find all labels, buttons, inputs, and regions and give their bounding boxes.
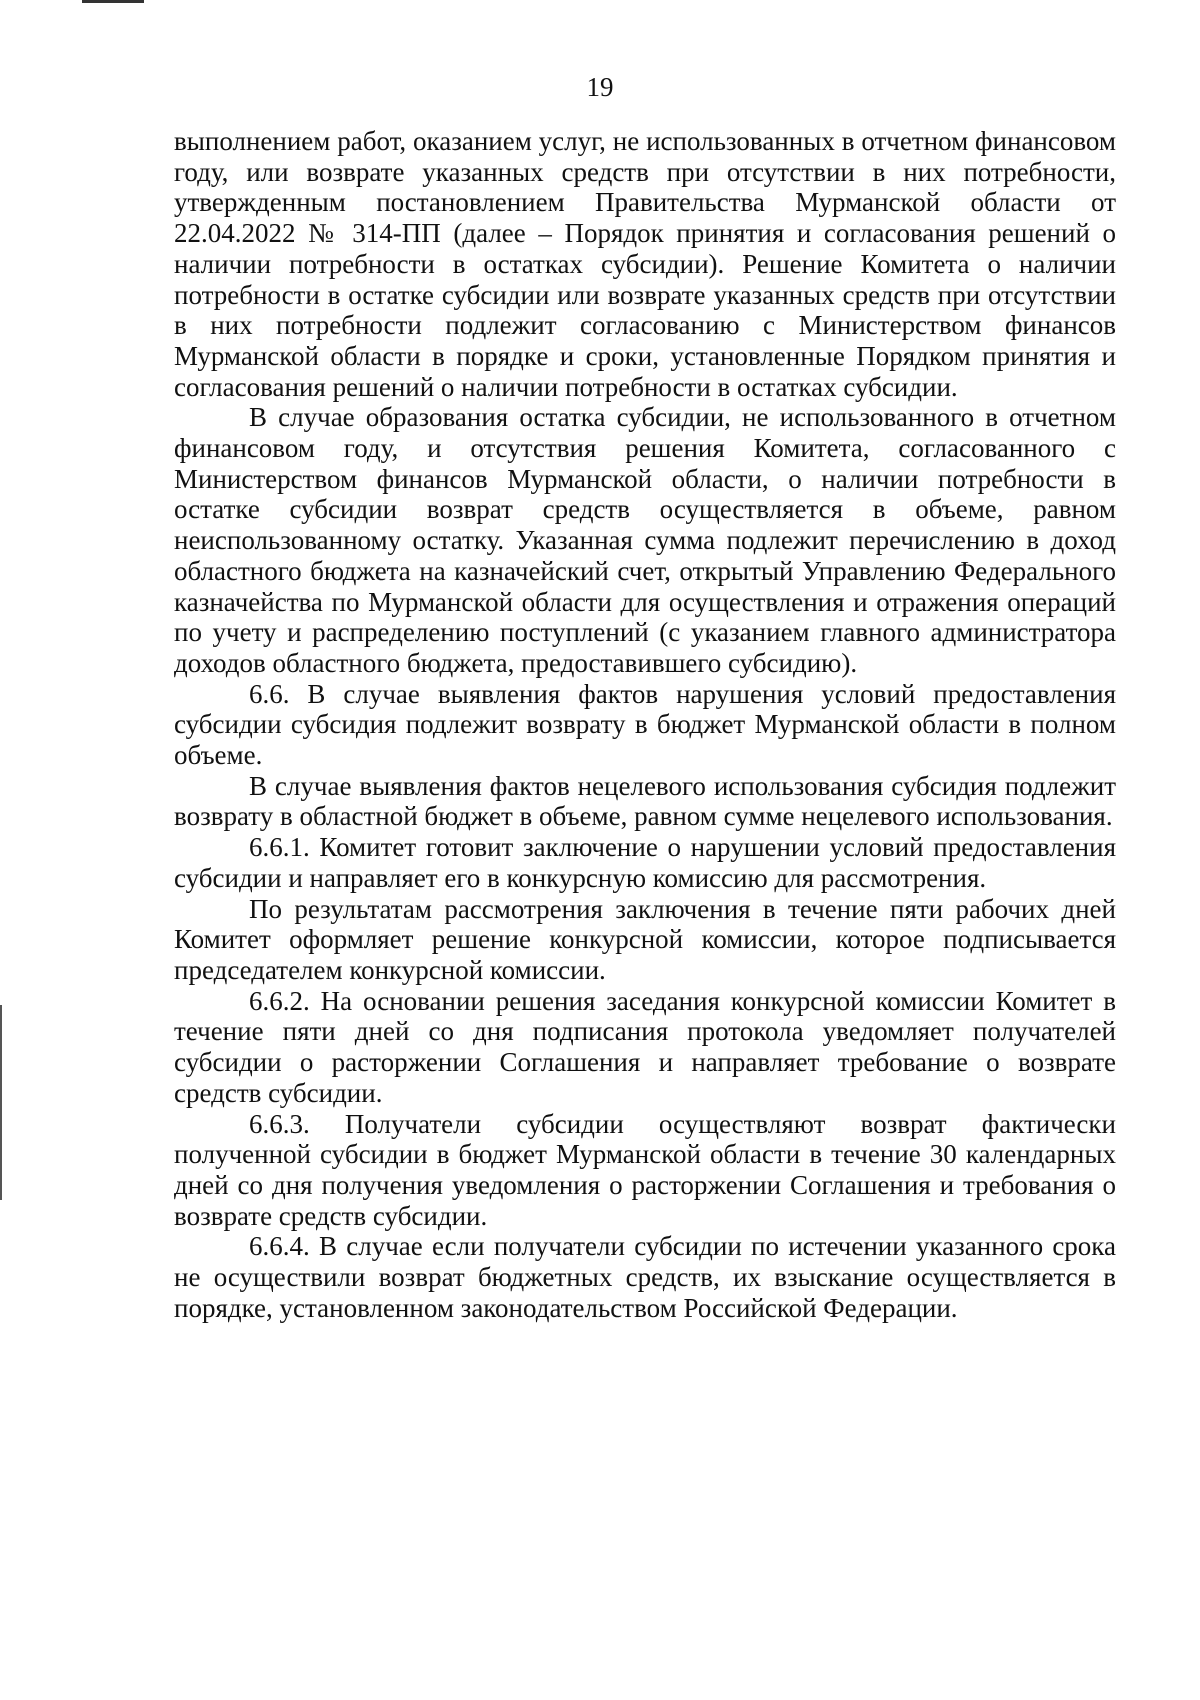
paragraph-6-6-2: 6.6.2. На основании решения заседания конкурсной комиссии Комитет в течение пяти дней со дня подписания протокола уведомляет получателей субсидии о расторжении Соглашения и направляет требование о возврате средств субсидии. (174, 985, 1116, 1108)
scan-edge-mark-top (82, 0, 144, 3)
paragraph-continuation: выполнением работ, оказанием услуг, не использованных в отчетном финансовом году, или возврате указанных средств при отсутствии в них потребности, утвержденным постановлением Правительства Мурманской области от 22.04.2022 № 314-ПП (далее – Порядок принятия и согласования решений о наличии потребности в остатках субсидии). Решение Комитета о наличии потребности в остатке субсидии или возврате указанных средств при отсутствии в них потребности подлежит согласованию с Министерством финансов Мурманской области в порядке и сроки, установленные Порядком принятия и согласования решений о наличии потребности в остатках субсидии. (174, 126, 1116, 402)
paragraph-review-results: По результатам рассмотрения заключения в течение пяти рабочих дней Комитет оформляет решение конкурсной комиссии, которое подписывается председателем конкурсной комиссии. (174, 893, 1116, 985)
paragraph-misuse: В случае выявления фактов нецелевого использования субсидия подлежит возврату в областной бюджет в объеме, равном сумме нецелевого использования. (174, 770, 1116, 832)
paragraph-6-6-1: 6.6.1. Комитет готовит заключение о нарушении условий предоставления субсидии и направляет его в конкурсную комиссию для рассмотрения. (174, 832, 1116, 893)
paragraph-remaining-balance: В случае образования остатка субсидии, не использованного в отчетном финансовом году, и отсутствия решения Комитета, согласованного с Министерством финансов Мурманской области, о наличии потребности в остатке субсидии возврат средств осуществляется в объеме, равном неиспользованному остатку. Указанная сумма подлежит перечислению в доход областного бюджета на казначейский счет, открытый Управлению Федерального казначейства по Мурманской области для осуществления и отражения операций по учету и распределению поступлений (с указанием главного администратора доходов областного бюджета, предоставившего субсидию). (174, 402, 1116, 678)
document-body (174, 126, 1116, 1323)
paragraph-6-6: 6.6. В случае выявления фактов нарушения условий предоставления субсидии субсидия подлежит возврату в бюджет Мурманской области в полном объеме. (174, 678, 1116, 771)
paragraph-6-6-3: 6.6.3. Получатели субсидии осуществляют возврат фактически полученной субсидии в бюджет Мурманской области в течение 30 календарных дней со дня получения уведомления о расторжении Соглашения и требования о возврате средств субсидии. (174, 1108, 1116, 1231)
paragraph-6-6-4: 6.6.4. В случае если получатели субсидии по истечении указанного срока не осуществили возврат бюджетных средств, их взыскание осуществляется в порядке, установленном законодательством Российской Федерации. (174, 1231, 1116, 1323)
page-number: 19 (586, 72, 614, 102)
scan-edge-mark-left (0, 1005, 2, 1200)
